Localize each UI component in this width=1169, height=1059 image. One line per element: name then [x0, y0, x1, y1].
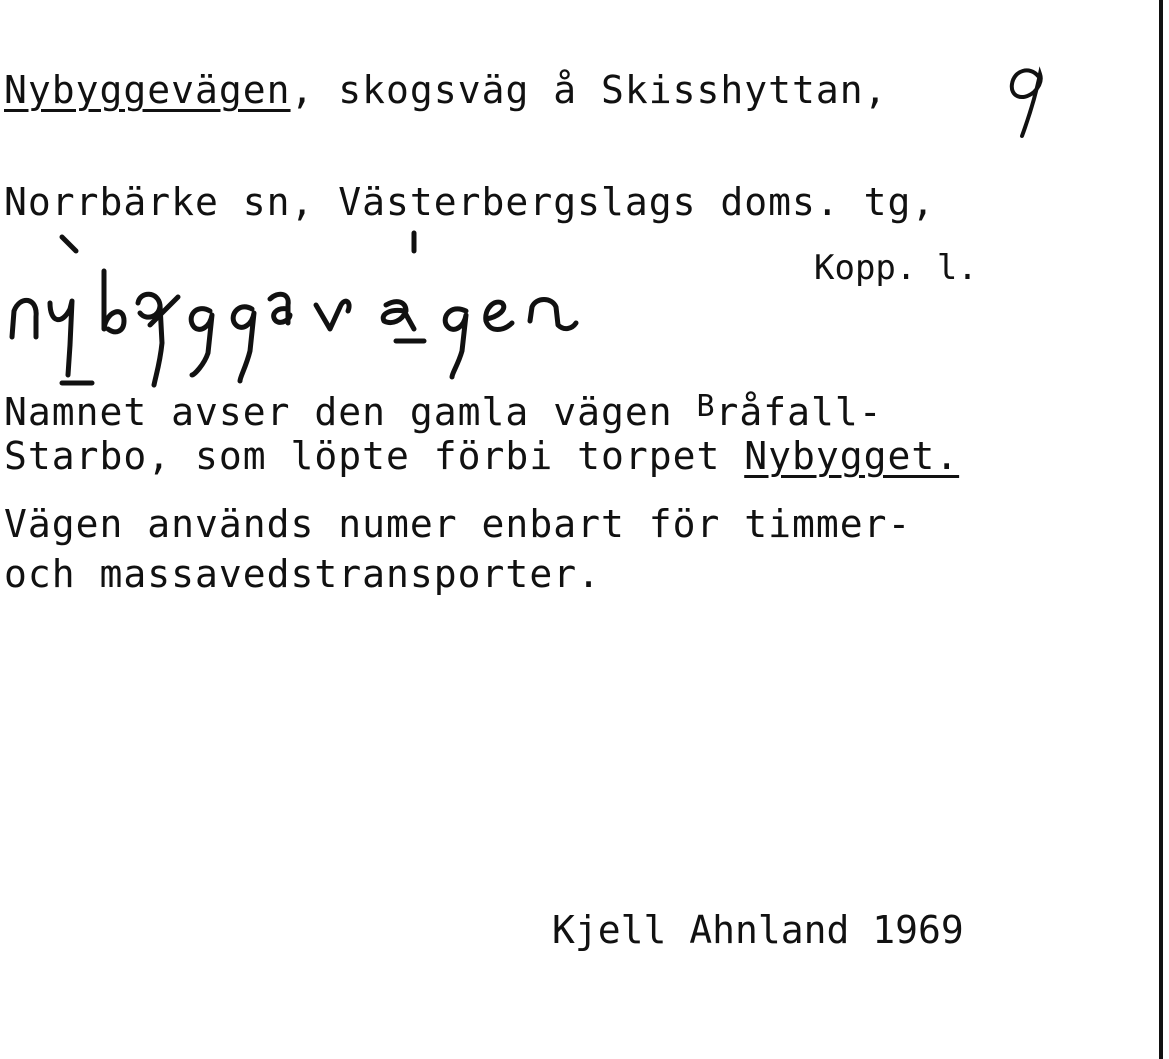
kopp-reference: Kopp. l. [814, 248, 978, 288]
body-line-2: Starbo, som löpte förbi torpet Nybygget. [4, 434, 960, 478]
title-rest: , skogsväg å Skisshyttan, [290, 68, 888, 112]
card-edge-line [1159, 0, 1163, 1059]
title-line [4, 68, 888, 112]
handwritten-pronunciation [0, 225, 620, 395]
location-line: Norrbärke sn, Västerbergslags doms. tg, [4, 180, 936, 224]
body-line-3: Vägen används numer enbart för timmer- [4, 502, 912, 546]
body-line-4: och massavedstransporter. [4, 552, 601, 596]
body-line-1: Namnet avser den gamla vägen $^B$råfall- [4, 389, 883, 434]
place-name-link: Nybygget. [744, 434, 960, 478]
signature: Kjell Ahnland 1969 [552, 908, 964, 952]
folio-number-handwritten [1000, 62, 1050, 140]
headword: Nybyggevägen [4, 68, 291, 112]
